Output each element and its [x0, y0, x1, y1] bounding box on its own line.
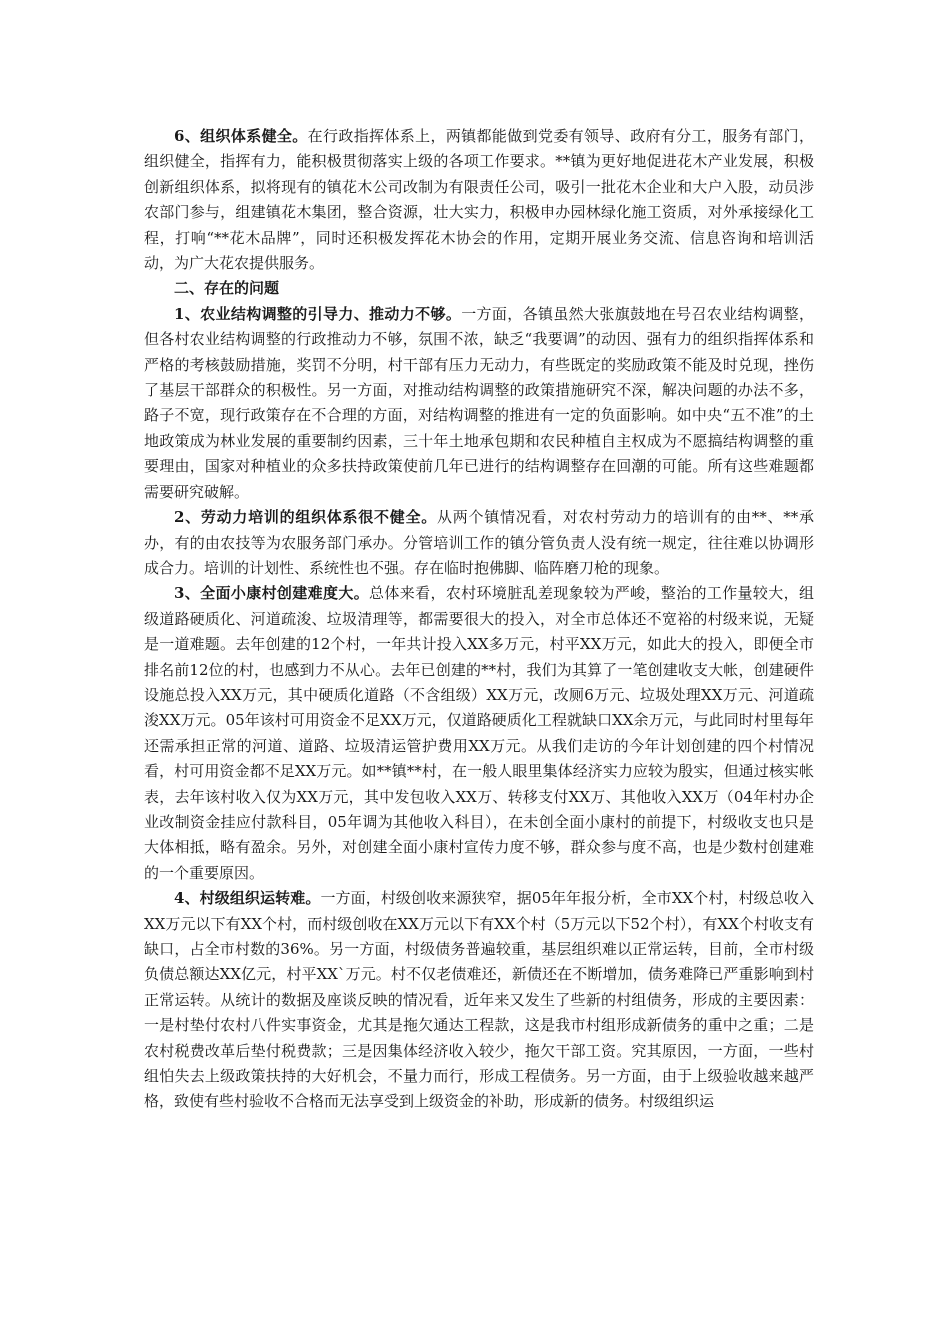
document-page [144, 124, 814, 1115]
paragraph-lead: 4、村级组织运转难。 [174, 889, 321, 908]
paragraph-problem-3 [144, 581, 814, 886]
paragraph-problem-4 [144, 886, 814, 1115]
paragraph-body: 一方面，村级创收来源狭窄，据05年年报分析，全市XX个村，村级总收入XX万元以下有XX个村，而村级创收在XX万元以下有XX个村（5万元以下52个村），有XX个村收支有缺口，占全市村数的36%。另一方面，村级债务普遍较重，基层组织难以正常运转，目前，全市村级负债总额达XX亿元，村平XX`万元。村不仅老债难还，新债还在不断增加，债务难降已严重影响到村正常运转。从统计的数据及座谈反映的情况看，近年来又发生了些新的村组债务，形成的主要因素：一是村垫付农村八件实事资金，尤其是拖欠通达工程款，这是我市村组形成新债务的重中之重；二是农村税费改革后垫付税费款；三是因集体经济收入较少，拖欠干部工资。究其原因，一方面，一些村组怕失去上级政策扶持的大好机会，不量力而行，形成工程债务。另一方面，由于上级验收越来越严格，致使有些村验收不合格而无法享受到上级资金的补助，形成新的债务。村级组织运 [144, 889, 814, 1111]
paragraph-problem-1 [144, 302, 814, 505]
paragraph-body: 一方面，各镇虽然大张旗鼓地在号召农业结构调整，但各村农业结构调整的行政推动力不够，氛围不浓，缺乏“我要调”的动因、强有力的组织指挥体系和严格的考核鼓励措施，奖罚不分明，村干部有压力无动力，有些既定的奖励政策不能及时兑现，挫伤了基层干部群众的积极性。另一方面，对推动结构调整的政策措施研究不深，解决问题的办法不多，路子不宽，现行政策存在不合理的方面，对结构调整的推进有一定的负面影响。如中央“五不准”的土地政策成为林业发展的重要制约因素，三十年土地承包期和农民种植自主权成为不愿搞结构调整的重要理由，国家对种植业的众多扶持政策使前几年已进行的结构调整存在回潮的可能。所有这些难题都需要研究破解。 [144, 304, 814, 501]
paragraph-lead: 1、农业结构调整的引导力、推动力不够。 [174, 304, 462, 323]
paragraph-organization-system [144, 124, 814, 276]
paragraph-body: 在行政指挥体系上，两镇都能做到党委有领导、政府有分工，服务有部门，组织健全，指挥有力，能积极贯彻落实上级的各项工作要求。**镇为更好地促进花木产业发展，积极创新组织体系，拟将现有的镇花木公司改制为有限责任公司，吸引一批花木企业和大户入股，动员涉农部门参与，组建镇花木集团，整合资源，壮大实力，积极申办园林绿化施工资质，对外承接绿化工程，打响“**花木品牌”，同时还积极发挥花木协会的作用，定期开展业务交流、信息咨询和培训活动，为广大花农提供服务。 [144, 127, 814, 273]
paragraph-lead: 3、全面小康村创建难度大。 [174, 584, 370, 603]
paragraph-problem-2 [144, 505, 814, 581]
paragraph-body: 从两个镇情况看，对农村劳动力的培训有的由**、**承办，有的由农技等为农服务部门承办。分管培训工作的镇分管负责人没有统一规定，往往难以协调形成合力。培训的计划性、系统性也不强。存在临时抱佛脚、临阵磨刀枪的现象。 [144, 508, 814, 577]
section-heading: 二、存在的问题 [174, 279, 280, 298]
paragraph-lead: 2、劳动力培训的组织体系很不健全。 [174, 508, 437, 527]
paragraph-body: 总体来看，农村环境脏乱差现象较为严峻，整治的工作量较大，组级道路硬质化、河道疏浚、垃圾清理等，都需要很大的投入，对全市总体还不宽裕的村级来说，无疑是一道难题。去年创建的12个村，一年共计投入XX多万元，村平XX万元，如此大的投入，即便全市排名前12位的村，也感到力不从心。去年已创建的**村，我们为其算了一笔创建收支大帐，创建硬件设施总投入XX万元，其中硬质化道路（不含组级）XX万元，改厕6万元、垃圾处理XX万元、河道疏浚XX万元。05年该村可用资金不足XX万元，仅道路硬质化工程就缺口XX余万元，与此同时村里每年还需承担正常的河道、道路、垃圾清运管护费用XX万元。从我们走访的今年计划创建的四个村情况看，村可用资金都不足XX万元。如**镇**村，在一般人眼里集体经济实力应较为殷实，但通过核实帐表，去年该村收入仅为XX万元，其中发包收入XX万、转移支付XX万、其他收入XX万（04年村办企业改制资金挂应付款科目，05年调为其他收入科目），在未创全面小康村的前提下，村级收支也只是大体相抵，略有盈余。另外，对创建全面小康村宣传力度不够，群众参与度不高，也是少数村创建难的一个重要原因。 [144, 584, 814, 882]
paragraph-lead: 6、组织体系健全。 [174, 127, 308, 145]
